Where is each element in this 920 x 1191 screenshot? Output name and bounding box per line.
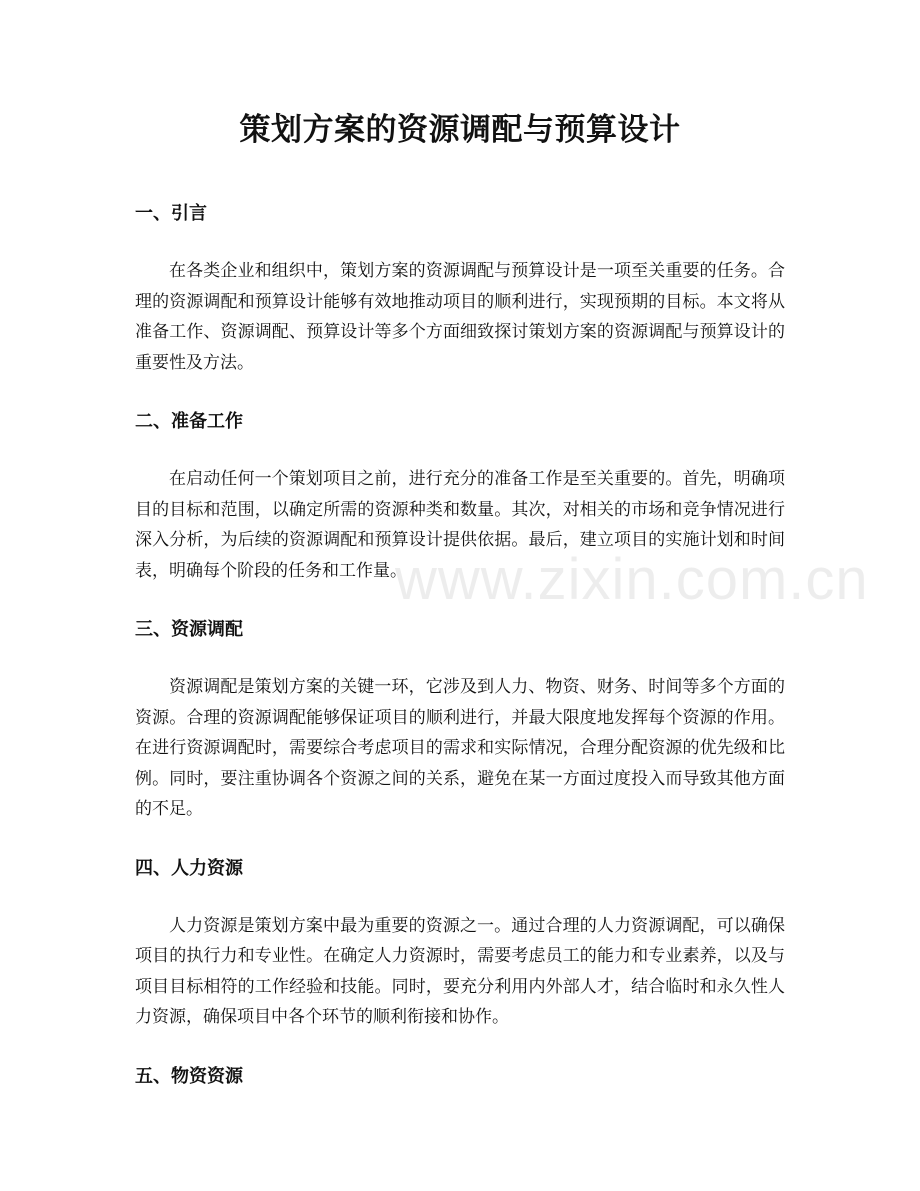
section-heading: 二、准备工作 xyxy=(135,411,243,432)
section-paragraph: 在启动任何一个策划项目之前，进行充分的准备工作是至关重要的。首先，明确项目的目标和范围，以确定所需的资源种类和数量。其次，对相关的市场和竞争情况进行深入分析，为后续的资源调配和预算设计提供依据。最后，建立项目的实施计划和时间表，明确每个阶段的任务和工作量。 xyxy=(135,469,785,581)
section-paragraph: 人力资源是策划方案中最为重要的资源之一。通过合理的人力资源调配，可以确保项目的执行力和专业性。在确定人力资源时，需要考虑员工的能力和专业素养，以及与项目目标相符的工作经验和技能。同时，要充分利用内外部人才，结合临时和永久性人力资源，确保项目中各个环节的顺利衔接和协作。 xyxy=(135,915,785,1027)
section-preparation xyxy=(135,404,785,586)
section-resource-allocation xyxy=(135,612,785,825)
section-material-resources xyxy=(135,1059,785,1095)
section-heading: 一、引言 xyxy=(135,203,207,224)
section-human-resources xyxy=(135,851,785,1033)
section-introduction xyxy=(135,196,785,378)
section-paragraph: 资源调配是策划方案的关键一环，它涉及到人力、物资、财务、时间等多个方面的资源。合理的资源调配能够保证项目的顺利进行，并最大限度地发挥每个资源的作用。在进行资源调配时，需要综合考虑项目的需求和实际情况，合理分配资源的优先级和比例。同时，要注重协调各个资源之间的关系，避免在某一方面过度投入而导致其他方面的不足。 xyxy=(135,677,785,819)
section-heading: 五、物资资源 xyxy=(135,1065,243,1087)
section-heading: 四、人力资源 xyxy=(135,857,243,879)
watermark-text: www.zixin.com.cn xyxy=(395,547,869,612)
section-paragraph: 在各类企业和组织中，策划方案的资源调配与预算设计是一项至关重要的任务。合理的资源调配和预算设计能够有效地推动项目的顺利进行，实现预期的目标。本文将从准备工作、资源调配、预算设计等多个方面细致探讨策划方案的资源调配与预算设计的重要性及方法。 xyxy=(135,261,785,373)
section-heading: 三、资源调配 xyxy=(135,619,243,640)
document-title: 策划方案的资源调配与预算设计 xyxy=(239,112,681,148)
